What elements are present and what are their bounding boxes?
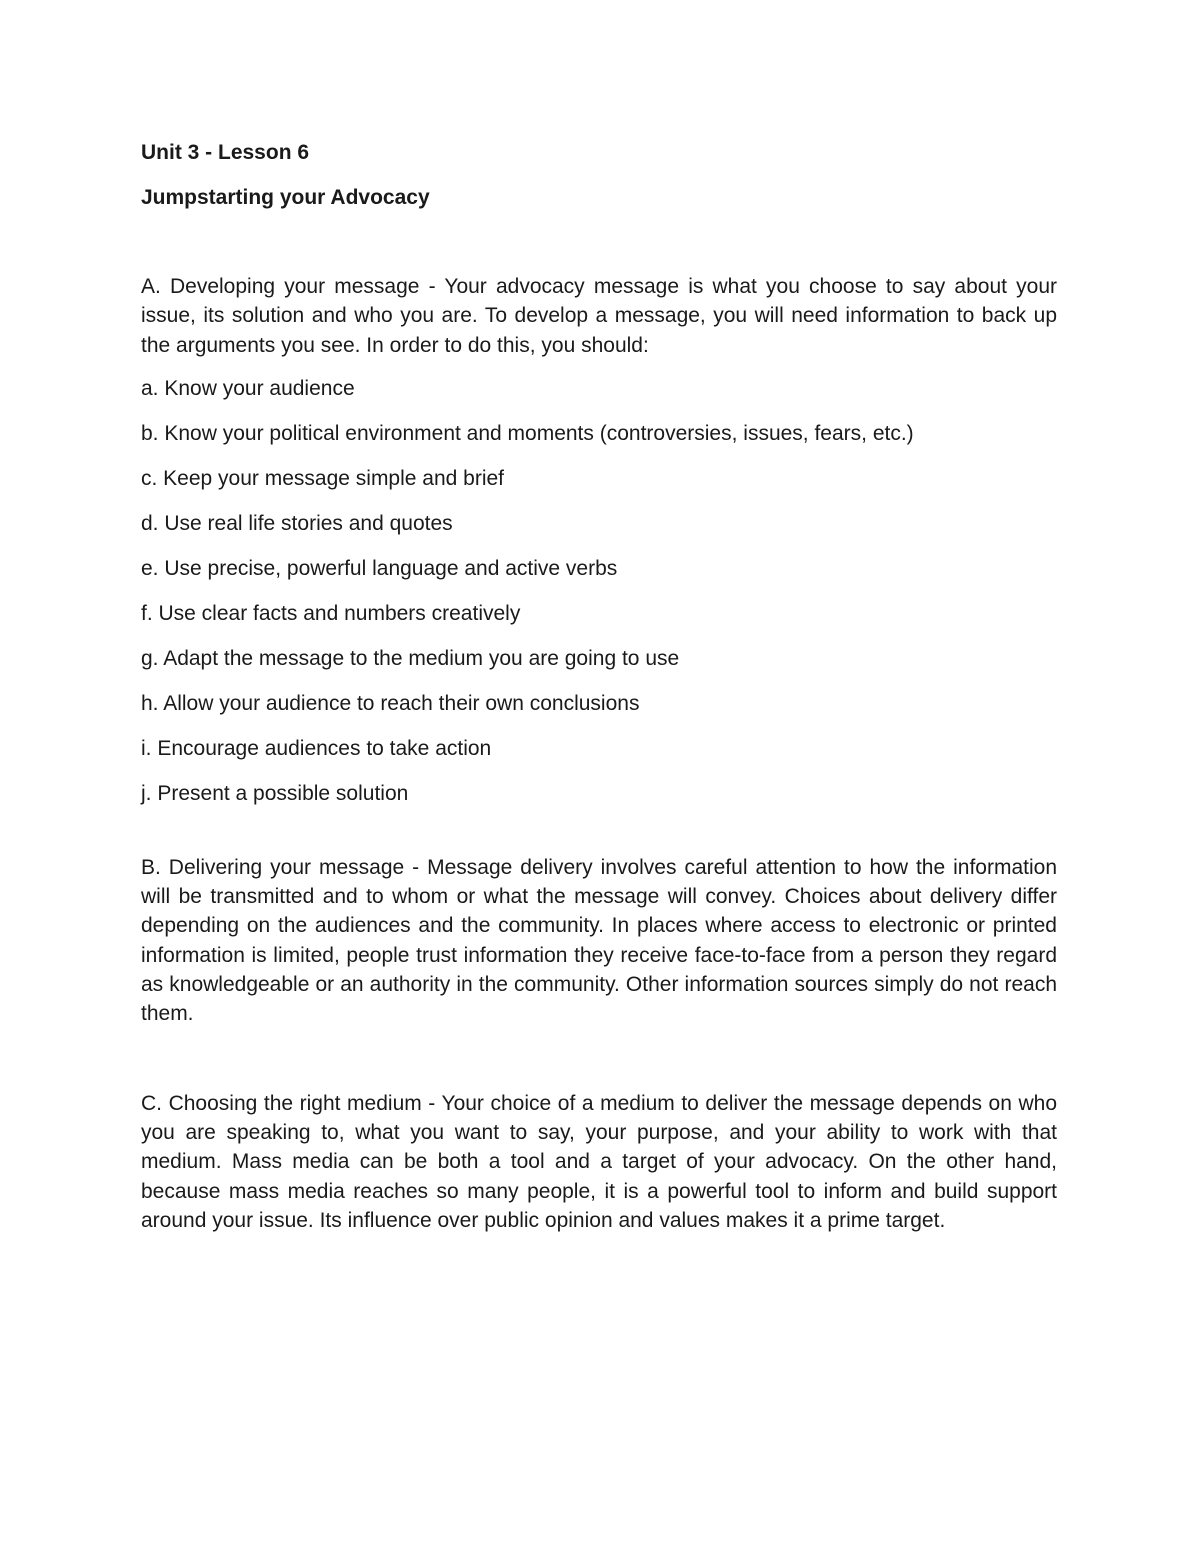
section-a-paragraph: A. Developing your message - Your advocacy message is what you choose to say about your issue, its solution and who you are. To develop a message, you will need information to back up the arguments you see. In order to do this, you should: [141, 275, 1057, 357]
list-item: f. Use clear facts and numbers creatively [141, 601, 521, 625]
list-item: h. Allow your audience to reach their own conclusions [141, 691, 640, 715]
list-item: d. Use real life stories and quotes [141, 511, 453, 535]
list-item: j. Present a possible solution [141, 781, 409, 805]
section-c-paragraph: C. Choosing the right medium - Your choice of a medium to deliver the message depends on who you are speaking to, what you want to say, your purpose, and your ability to work with that medium. Mass media can be both a tool and a target of your advocacy. On the other hand, because mass media reaches so many people, it is a powerful tool to inform and build support around your issue. Its influence over public opinion and values makes it a prime target. [141, 1091, 1057, 1232]
list-item: i. Encourage audiences to take action [141, 736, 492, 760]
lesson-title: Jumpstarting your Advocacy [141, 186, 430, 209]
unit-title: Unit 3 - Lesson 6 [141, 141, 310, 164]
list-item: g. Adapt the message to the medium you are going to use [141, 646, 680, 670]
list-item: b. Know your political environment and moments (controversies, issues, fears, etc.) [141, 421, 914, 445]
message-tips-list [141, 374, 1057, 809]
section-b-paragraph: B. Delivering your message - Message delivery involves careful attention to how the information will be transmitted and to whom or what the message will convey. Choices about delivery differ depending on the audiences and the community. In places where access to electronic or printed information is limited, people trust information they receive face-to-face from a person they regard as knowledgeable or an authority in the community. Other information sources simply do not reach them. [141, 855, 1057, 1026]
document-page [141, 138, 1057, 1235]
list-item: c. Keep your message simple and brief [141, 466, 505, 490]
list-item: a. Know your audience [141, 376, 355, 400]
list-item: e. Use precise, powerful language and active verbs [141, 556, 618, 580]
